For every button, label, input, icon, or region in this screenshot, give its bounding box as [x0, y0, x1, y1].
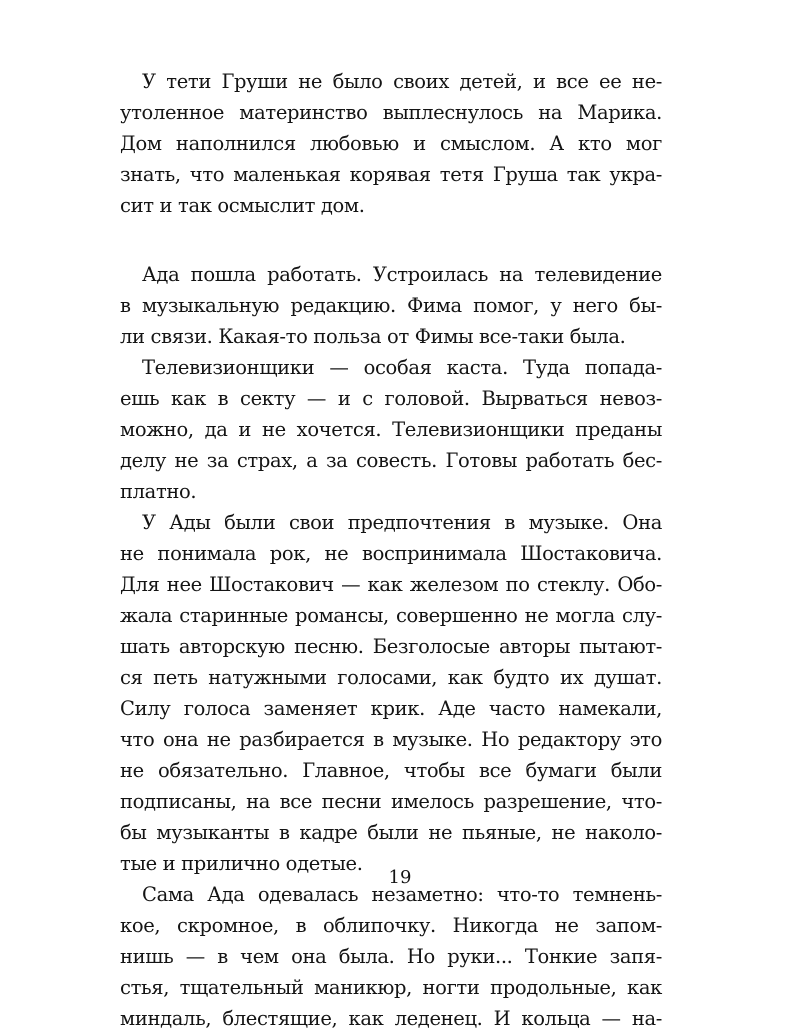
- text-line: шать авторскую песню. Безголосые авторы пытают-: [120, 635, 662, 658]
- text-line: Для нее Шостакович — как железом по стеклу. Обо-: [120, 573, 662, 596]
- paragraph-5: [120, 879, 662, 1034]
- text-line: подписаны, на все песни имелось разрешение, что-: [120, 790, 662, 813]
- text-line: ли связи. Какая-то польза от Фимы все-таки была.: [120, 325, 626, 348]
- text-line: Ада пошла работать. Устроилась на телевидение: [142, 263, 662, 286]
- paragraph-3: [120, 352, 662, 507]
- text-line: можно, да и не хочется. Телевизионщики преданы: [120, 418, 662, 441]
- text-line: ешь как в секту — и с головой. Вырваться невоз-: [120, 387, 662, 410]
- page-number: 19: [388, 867, 412, 888]
- text-line: не понимала рок, не воспринимала Шостаковича.: [120, 542, 662, 565]
- paragraph-2: [120, 259, 662, 352]
- text-line: стья, тщательный маникюр, ногти продольные, как: [120, 976, 662, 999]
- text-line: делу не за страх, а за совесть. Готовы работать бес-: [120, 449, 662, 472]
- paragraph-4: [120, 507, 662, 879]
- text-line: кое, скромное, в облипочку. Никогда не запом-: [120, 914, 662, 937]
- text-line: бы музыканты в кадре были не пьяные, не наколо-: [120, 821, 662, 844]
- text-line: не обязательно. Главное, чтобы все бумаги были: [120, 759, 662, 782]
- text-line: Телевизионщики — особая каста. Туда попада-: [142, 356, 662, 379]
- text-line: Дом наполнился любовью и смыслом. А кто мог: [120, 132, 662, 155]
- text-line: миндаль, блестящие, как леденец. И кольца — на-: [120, 1007, 662, 1030]
- text-line: знать, что маленькая корявая тетя Груша так укра-: [120, 163, 662, 186]
- text-line: ся петь натужными голосами, как будто их душат.: [120, 666, 662, 689]
- text-line: жала старинные романсы, совершенно не могла слу-: [120, 604, 662, 627]
- paragraph-1: [120, 66, 662, 221]
- text-line: У тети Груши не было своих детей, и все ее не-: [142, 70, 662, 93]
- text-line: сит и так осмыслит дом.: [120, 194, 365, 217]
- text-line: что она не разбирается в музыке. Но редактору это: [120, 728, 662, 751]
- text-line: нишь — в чем она была. Но руки... Тонкие запя-: [120, 945, 662, 968]
- text-block: [120, 66, 662, 1034]
- text-line: Сама Ада одевалась незаметно: что-то темнень-: [142, 883, 662, 906]
- text-line: в музыкальную редакцию. Фима помог, у него бы-: [120, 294, 662, 317]
- text-line: утоленное материнство выплеснулось на Марика.: [120, 101, 662, 124]
- text-line: тые и прилично одетые.: [120, 852, 363, 875]
- text-line: платно.: [120, 480, 197, 503]
- text-line: Силу голоса заменяет крик. Аде часто намекали,: [120, 697, 662, 720]
- text-line: У Ады были свои предпочтения в музыке. Она: [142, 511, 662, 534]
